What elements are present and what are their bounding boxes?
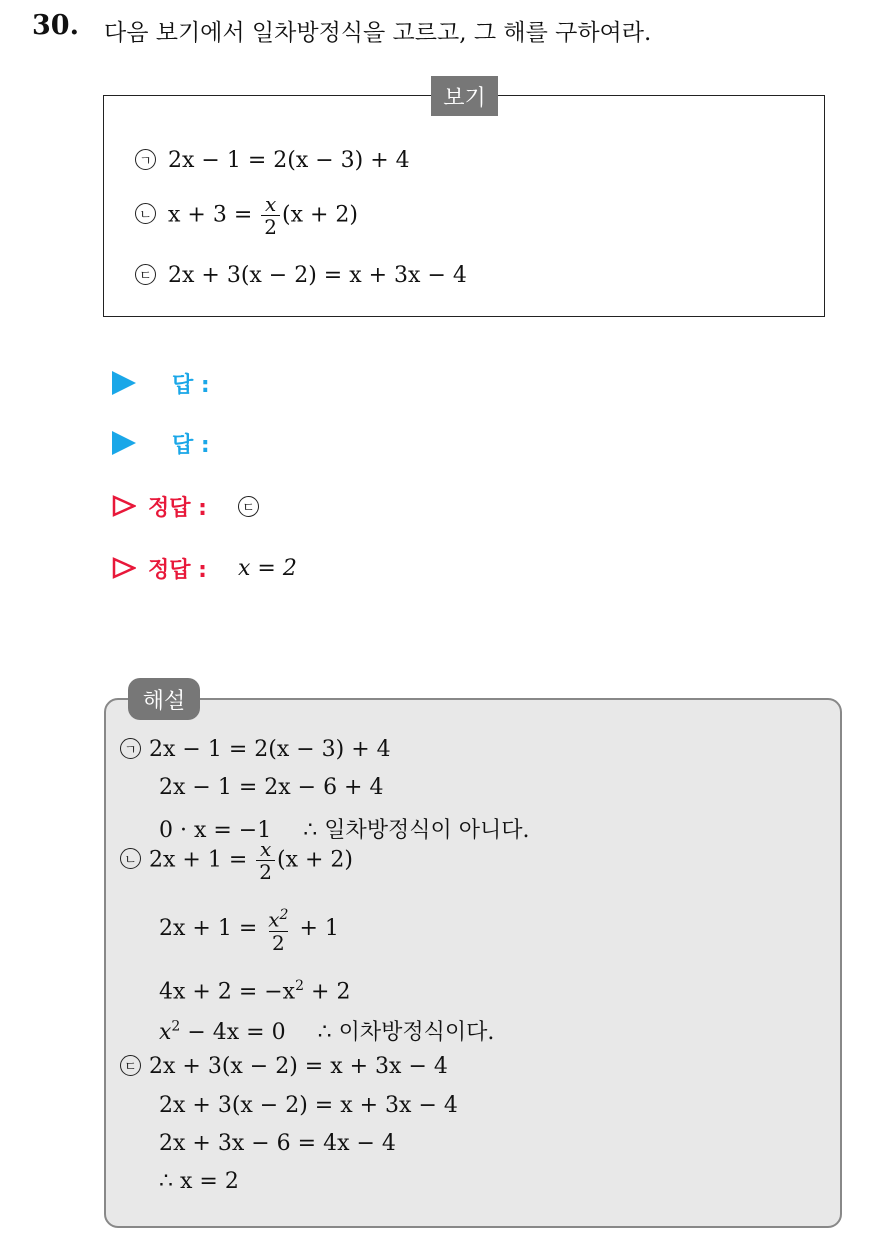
- bogi-label: 보기: [431, 76, 498, 116]
- marker-digeut: ㄷ: [135, 264, 156, 285]
- question-number: 30.: [32, 10, 79, 41]
- answer-label-2: 답 :: [172, 433, 210, 458]
- bogi-fraction: $\frac{x}{2}$: [261, 193, 280, 238]
- answer-arrow-icon: [112, 431, 136, 455]
- answer-label-1: 답 :: [172, 373, 210, 398]
- correct-arrow-icon: [112, 495, 136, 517]
- solution-label: 해설: [128, 678, 200, 720]
- solution-note-a: ∴ 일차방정식이 아니다.: [303, 818, 530, 843]
- answer-arrow-icon: [112, 371, 136, 395]
- solution-line-c2: 2x + 3(x − 2) = x + 3x − 4: [159, 1093, 458, 1118]
- correct-value-2: x = 2: [238, 556, 297, 581]
- marker-giyeok: ㄱ: [135, 149, 156, 170]
- question-text: 다음 보기에서 일차방정식을 고르고, 그 해를 구하여라.: [104, 20, 652, 46]
- marker-digeut: ㄷ: [120, 1055, 141, 1076]
- correct-label-2: 정답 :: [148, 558, 207, 583]
- solution-line-b3: $4x + 2 = -x^2 + 2$: [159, 978, 351, 1005]
- marker-digeut: ㄷ: [238, 496, 259, 517]
- solution-line-c1: ㄷ 2x + 3(x − 2) = x + 3x − 4: [120, 1054, 448, 1079]
- bogi-expr-b-rhs: (x + 2): [282, 202, 358, 228]
- bogi-expr-c: 2x + 3(x − 2) = x + 3x − 4: [168, 263, 467, 288]
- solution-line-a1: ㄱ 2x − 1 = 2(x − 3) + 4: [120, 737, 391, 762]
- correct-arrow-icon: [112, 557, 136, 579]
- solution-line-b2: 2x + 1 = $\frac{x^2}{2}$ + 1: [159, 904, 339, 954]
- marker-giyeok: ㄱ: [120, 738, 141, 759]
- solution-fraction-b1: $\frac{x}{2}$: [256, 838, 275, 883]
- marker-nieun: ㄴ: [120, 848, 141, 869]
- bogi-item-b: [135, 193, 358, 238]
- bogi-expr-b-lhs: x + 3 =: [168, 202, 253, 228]
- bogi-item-a: [135, 148, 410, 173]
- solution-note-b: ∴ 이차방정식이다.: [317, 1020, 495, 1045]
- correct-label-1: 정답 :: [148, 496, 207, 521]
- solution-line-b1: ㄴ 2x + 1 = $\frac{x}{2}$ (x + 2): [120, 838, 353, 883]
- solution-line-c4: ∴ x = 2: [159, 1169, 239, 1194]
- correct-value-1: [238, 495, 271, 520]
- solution-line-c3: 2x + 3x − 6 = 4x − 4: [159, 1131, 396, 1156]
- bogi-expr-a: 2x − 1 = 2(x − 3) + 4: [168, 148, 410, 173]
- solution-fraction-b2: $\frac{x^2}{2}$: [268, 907, 289, 955]
- solution-line-a3: 0 · x = −1 ∴ 일차방정식이 아니다.: [159, 818, 530, 843]
- solution-line-a2: 2x − 1 = 2x − 6 + 4: [159, 775, 384, 800]
- bogi-item-c: [135, 263, 467, 288]
- marker-nieun: ㄴ: [135, 203, 156, 224]
- solution-line-b4: $x^2 - 4x = 0$ ∴ 이차방정식이다.: [159, 1018, 495, 1045]
